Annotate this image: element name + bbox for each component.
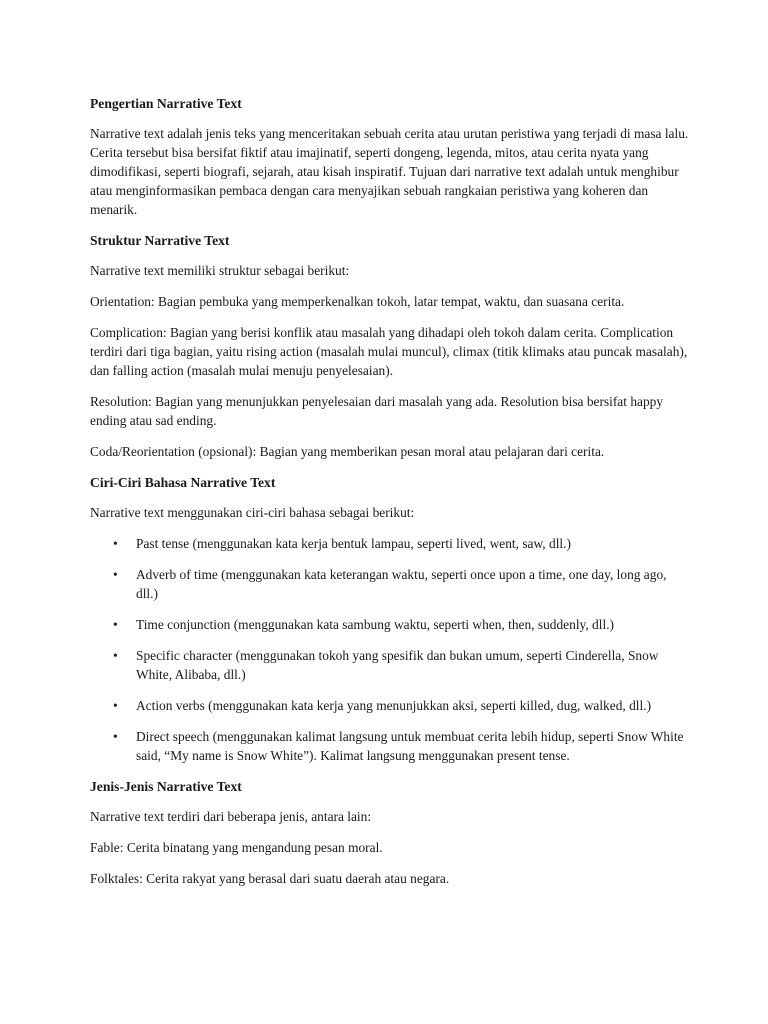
list-item-text: Direct speech (menggunakan kalimat langsung untuk membuat cerita lebih hidup, seperti Snow White said, “My name is Snow White”). Kalimat langsung menggunakan present tense. [136, 729, 684, 763]
list-item-text: Specific character (menggunakan tokoh yang spesifik dan bukan umum, seperti Cinderella, Snow White, Alibaba, dll.) [136, 648, 659, 682]
list-item [90, 615, 690, 634]
bullet-icon: • [113, 617, 118, 632]
list-item-text: Adverb of time (menggunakan kata keterangan waktu, seperti once upon a time, one day, long ago, dll.) [136, 567, 667, 601]
bullet-icon: • [113, 567, 118, 582]
list-item [90, 565, 690, 603]
section-heading-jenis-jenis: Jenis-Jenis Narrative Text [90, 779, 242, 794]
document-page [90, 94, 690, 900]
list-item [90, 534, 690, 553]
list-item [90, 646, 690, 684]
paragraph-fable: Fable: Cerita binatang yang mengandung pesan moral. [90, 840, 383, 855]
bullet-icon: • [113, 698, 118, 713]
paragraph-resolution: Resolution: Bagian yang menunjukkan penyelesaian dari masalah yang ada. Resolution bisa bersifat happy ending atau sad ending. [90, 394, 664, 428]
list-item-text: Action verbs (menggunakan kata kerja yang menunjukkan aksi, seperti killed, dug, walked, dll.) [136, 698, 652, 713]
bullet-icon: • [113, 536, 118, 551]
section-heading-ciri-ciri: Ciri-Ciri Bahasa Narrative Text [90, 475, 276, 490]
paragraph-coda: Coda/Reorientation (opsional): Bagian yang memberikan pesan moral atau pelajaran dari cerita. [90, 444, 605, 459]
section-heading-struktur: Struktur Narrative Text [90, 233, 230, 248]
list-item [90, 696, 690, 715]
paragraph: Narrative text menggunakan ciri-ciri bahasa sebagai berikut: [90, 505, 415, 520]
bullet-icon: • [113, 729, 118, 744]
list-item-text: Past tense (menggunakan kata kerja bentuk lampau, seperti lived, went, saw, dll.) [136, 536, 571, 551]
list-item-text: Time conjunction (menggunakan kata sambung waktu, seperti when, then, suddenly, dll.) [136, 617, 615, 632]
paragraph-folktales: Folktales: Cerita rakyat yang berasal dari suatu daerah atau negara. [90, 871, 450, 886]
section-heading-pengertian: Pengertian Narrative Text [90, 96, 242, 111]
paragraph-complication: Complication: Bagian yang berisi konflik atau masalah yang dihadapi oleh tokoh dalam cerita. Complication terdiri dari tiga bagian, yaitu rising action (masalah mulai muncul), climax (titik klimaks atau puncak masalah), dan falling action (masalah mulai menuju penyelesaian). [90, 325, 688, 378]
bullet-list [90, 534, 690, 765]
list-item [90, 727, 690, 765]
paragraph: Narrative text adalah jenis teks yang menceritakan sebuah cerita atau urutan peristiwa yang terjadi di masa lalu. Cerita tersebut bisa bersifat fiktif atau imajinatif, seperti dongeng, legenda, mitos, atau cerita nyata yang dimodifikasi, seperti biografi, sejarah, atau kisah inspiratif. Tujuan dari narrative text adalah untuk menghibur atau menginformasikan pembaca dengan cara menyajikan sebuah rangkaian peristiwa yang koheren dan menarik. [90, 126, 689, 217]
paragraph: Narrative text memiliki struktur sebagai berikut: [90, 263, 350, 278]
paragraph-orientation: Orientation: Bagian pembuka yang memperkenalkan tokoh, latar tempat, waktu, dan suasana cerita. [90, 294, 625, 309]
bullet-icon: • [113, 648, 118, 663]
paragraph: Narrative text terdiri dari beberapa jenis, antara lain: [90, 809, 372, 824]
